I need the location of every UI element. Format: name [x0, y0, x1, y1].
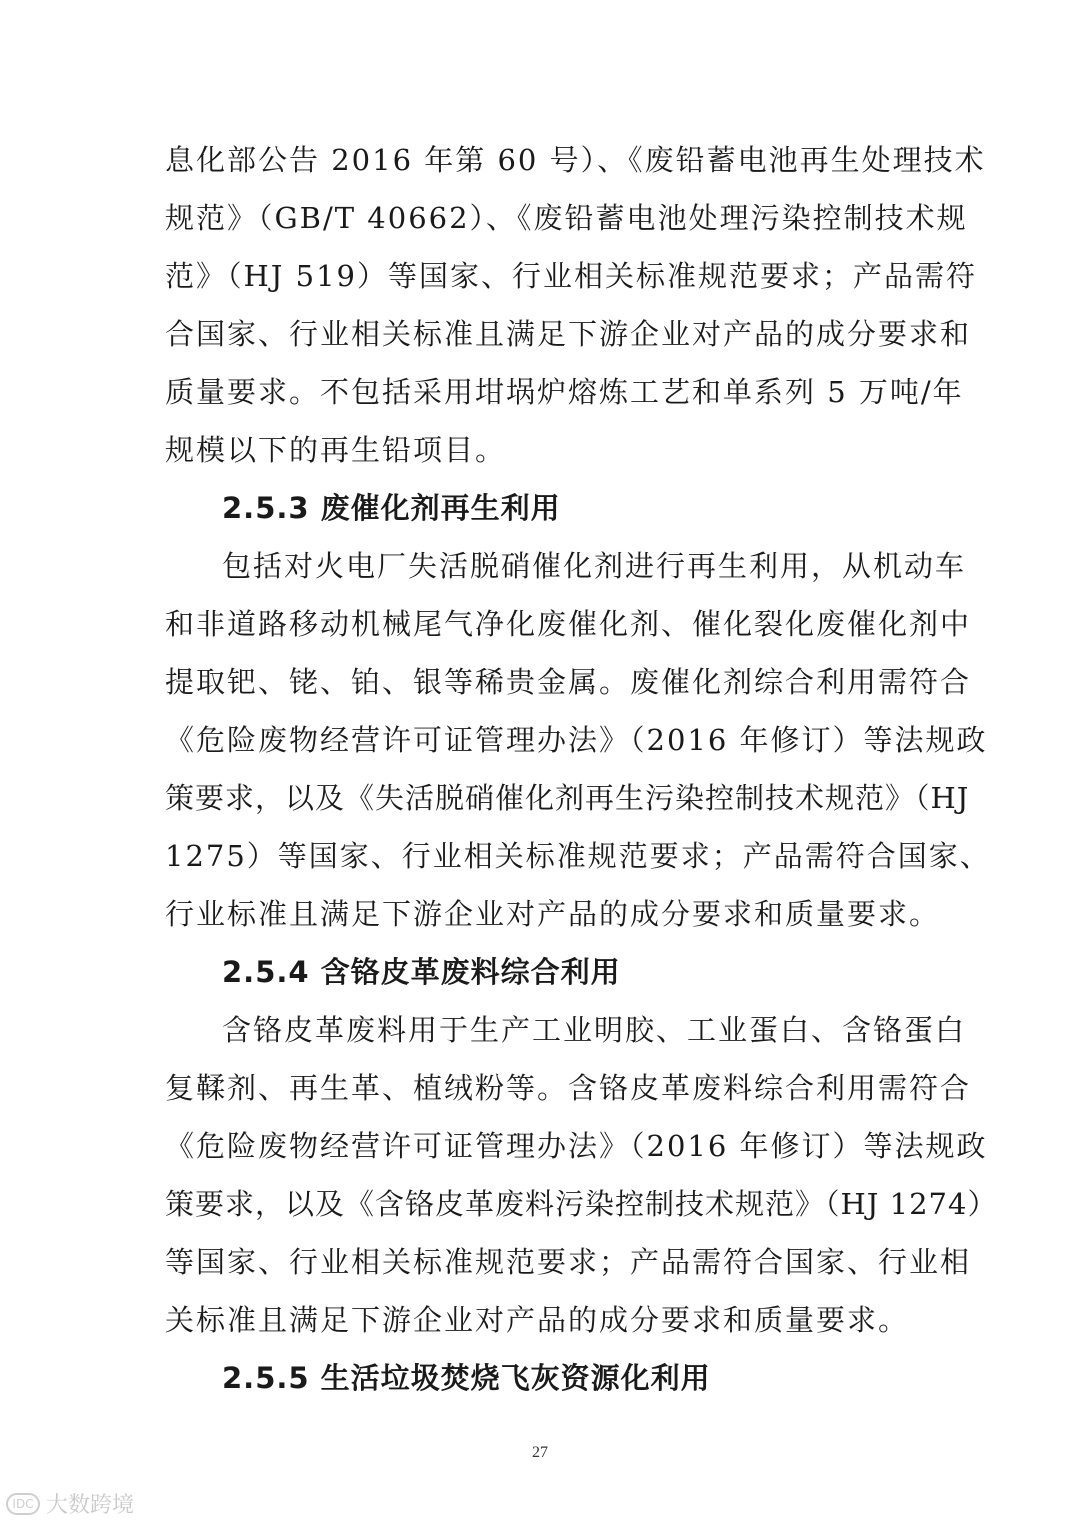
watermark-logo-icon: IDC	[6, 1493, 40, 1515]
body-line: 关标准且满足下游企业对产品的成分要求和质量要求。	[165, 1303, 910, 1337]
body-line: 策要求，以及《失活脱硝催化剂再生污染控制技术规范》（HJ	[165, 781, 970, 815]
body-line: 行业标准且满足下游企业对产品的成分要求和质量要求。	[165, 897, 941, 931]
section-heading-2-5-4: 2.5.4 含铬皮革废料综合利用	[222, 955, 621, 989]
body-line: 《危险废物经营许可证管理办法》（2016 年修订）等法规政	[165, 723, 988, 757]
body-line: 含铬皮革废料用于生产工业明胶、工业蛋白、含铬蛋白	[222, 1013, 967, 1047]
body-line: 策要求，以及《含铬皮革废料污染控制技术规范》（HJ 1274）	[165, 1187, 998, 1221]
page-number: 27	[532, 1444, 548, 1461]
body-line: 合国家、行业相关标准且满足下游企业对产品的成分要求和	[165, 317, 972, 351]
body-line: 包括对火电厂失活脱硝催化剂进行再生利用，从机动车	[222, 549, 967, 583]
body-line: 质量要求。不包括采用坩埚炉熔炼工艺和单系列 5 万吨/年	[165, 375, 964, 409]
body-line: 和非道路移动机械尾气净化废催化剂、催化裂化废催化剂中	[165, 607, 972, 641]
body-line: 1275）等国家、行业相关标准规范要求；产品需符合国家、	[165, 839, 991, 873]
body-line: 等国家、行业相关标准规范要求；产品需符合国家、行业相	[165, 1245, 972, 1279]
body-line: 范》（HJ 519）等国家、行业相关标准规范要求；产品需符	[165, 259, 977, 293]
body-line: 复鞣剂、再生革、植绒粉等。含铬皮革废料综合利用需符合	[165, 1071, 972, 1105]
body-line: 《危险废物经营许可证管理办法》（2016 年修订）等法规政	[165, 1129, 988, 1163]
section-heading-2-5-5: 2.5.5 生活垃圾焚烧飞灰资源化利用	[222, 1361, 711, 1395]
body-line: 规范》（GB/T 40662）、《废铅蓄电池处理污染控制技术规	[165, 201, 968, 235]
body-line: 息化部公告 2016 年第 60 号）、《废铅蓄电池再生处理技术	[165, 143, 986, 177]
watermark-text: 大数跨境	[46, 1493, 135, 1518]
body-line: 规模以下的再生铅项目。	[165, 433, 507, 467]
section-heading-2-5-3: 2.5.3 废催化剂再生利用	[222, 491, 561, 525]
body-line: 提取钯、铑、铂、银等稀贵金属。废催化剂综合利用需符合	[165, 665, 972, 699]
watermark	[6, 1488, 134, 1519]
